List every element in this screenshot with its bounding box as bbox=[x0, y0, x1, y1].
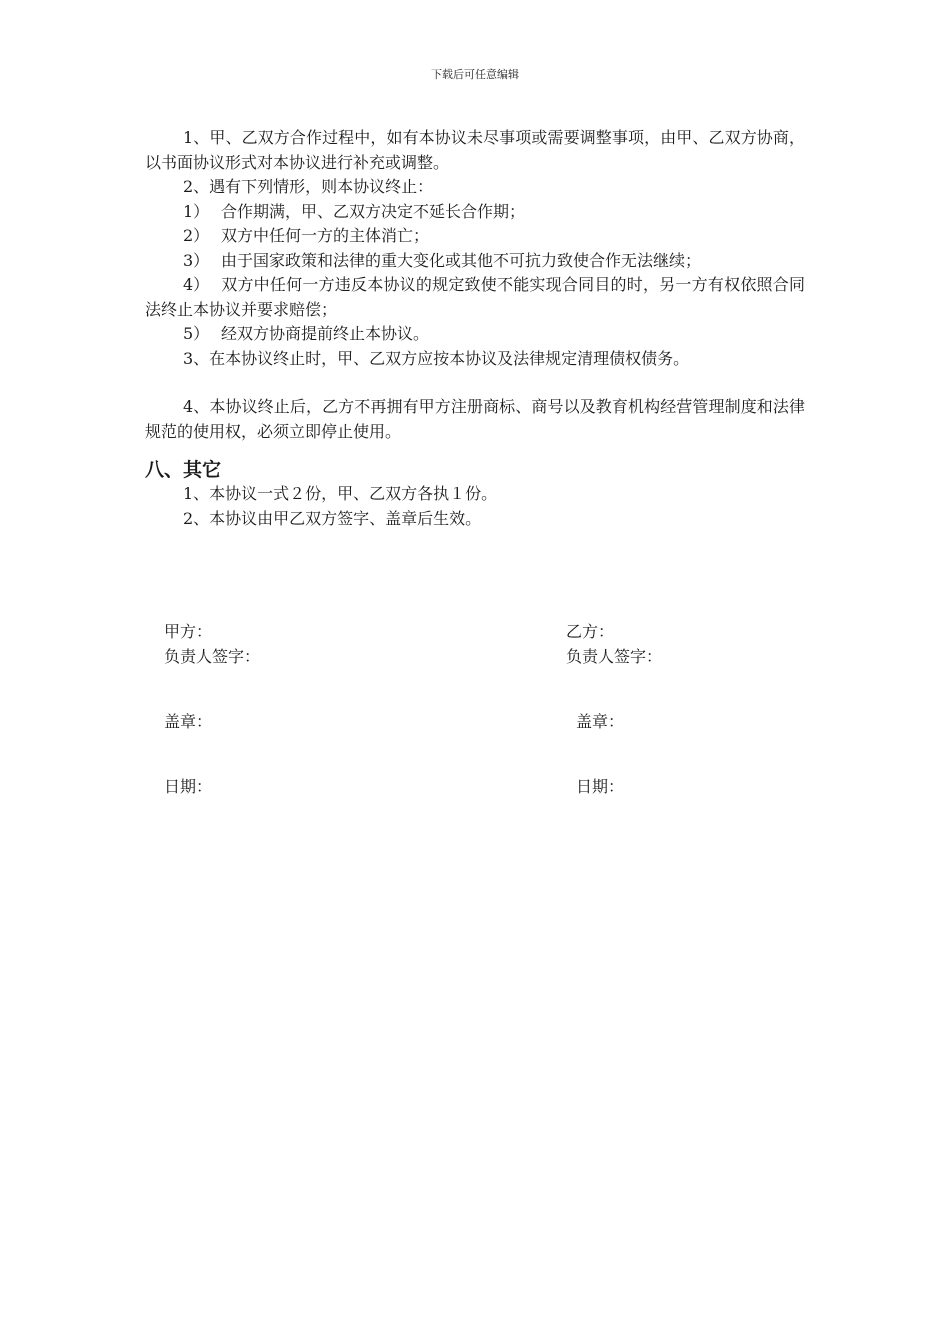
clause-4: 4、本协议终止后，乙方不再拥有甲方注册商标、商号以及教育机构经营管理制度和法律规范的使用权，必须立即停止使用。 bbox=[145, 397, 805, 441]
blank-line bbox=[145, 371, 805, 395]
list-item bbox=[145, 249, 805, 274]
section8-clause-2: 2、本协议由甲乙双方签字、盖章后生效。 bbox=[183, 508, 482, 528]
clause-2: 2、遇有下列情形，则本协议终止： bbox=[183, 177, 434, 196]
list-item-number: 1） bbox=[183, 201, 210, 221]
clause-3: 3、在本协议终止时，甲、乙双方应按本协议及法律规定清理债权债务。 bbox=[183, 348, 690, 368]
list-item-text: 合作期满，甲、乙双方决定不延长合作期； bbox=[221, 201, 526, 221]
list-item-text: 双方中任何一方违反本协议的规定致使不能实现合同目的时，另一方有权依照合同法终止本协议并要求赔偿； bbox=[145, 275, 805, 319]
party-b-signer-label: 负责人签字： bbox=[566, 647, 663, 666]
list-item-number: 2） bbox=[183, 226, 210, 245]
party-a-signer-label: 负责人签字： bbox=[164, 647, 261, 666]
list-item bbox=[145, 224, 805, 249]
list-item-number: 4） bbox=[183, 275, 210, 294]
list-item-number: 5） bbox=[183, 324, 210, 343]
list-item bbox=[145, 200, 805, 225]
clause-1: 1、甲、乙双方合作过程中，如有本协议未尽事项或需要调整事项，由甲、乙双方协商，以书面协议形式对本协议进行补充或调整。 bbox=[145, 128, 805, 172]
party-b-seal-label: 盖章： bbox=[576, 712, 625, 731]
section-title: 八、其它 bbox=[145, 459, 222, 481]
list-item-text: 双方中任何一方的主体消亡； bbox=[221, 226, 430, 245]
list-item-text: 由于国家政策和法律的重大变化或其他不可抗力致使合作无法继续； bbox=[221, 250, 702, 270]
party-a-seal-label: 盖章： bbox=[164, 712, 213, 731]
section8-clause-1: 1、本协议一式２份，甲、乙双方各执１份。 bbox=[183, 484, 498, 503]
document-body bbox=[145, 126, 805, 531]
list-item-number: 3） bbox=[183, 250, 210, 270]
list-item-text: 经双方协商提前终止本协议。 bbox=[221, 324, 430, 343]
party-a-date-label: 日期： bbox=[164, 777, 213, 796]
list-item bbox=[145, 273, 805, 322]
page-header: 下载后可任意编辑 bbox=[431, 68, 519, 81]
party-b-label: 乙方： bbox=[566, 622, 615, 641]
party-a-label: 甲方： bbox=[164, 622, 213, 641]
party-b-date-label: 日期： bbox=[576, 777, 625, 796]
list-item bbox=[145, 322, 805, 347]
